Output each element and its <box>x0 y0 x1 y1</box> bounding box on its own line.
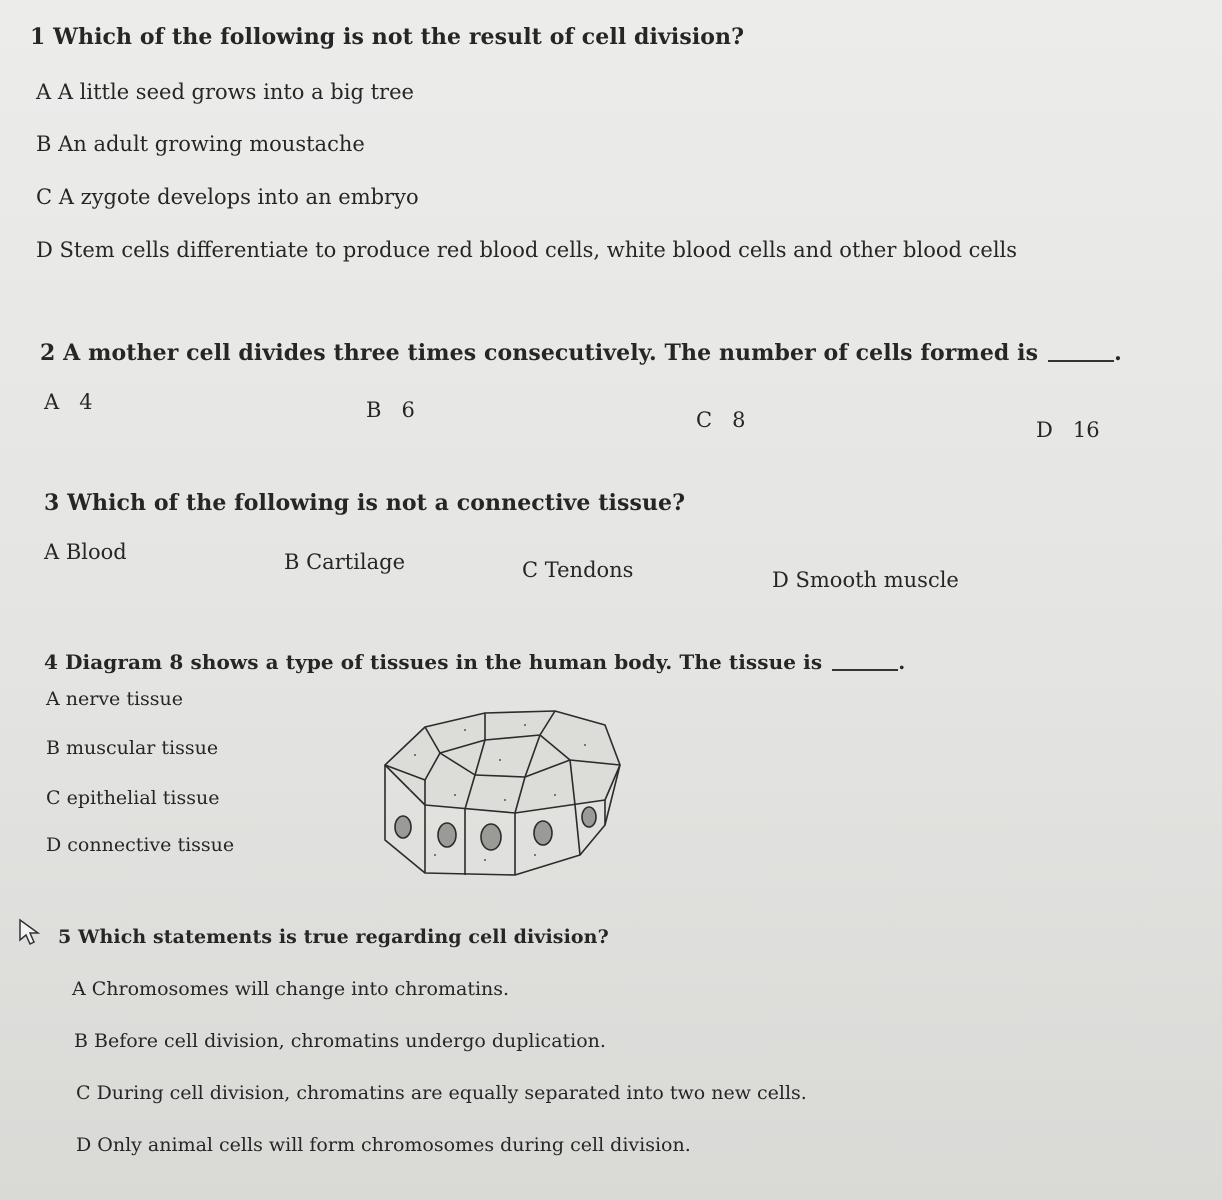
question-5-option-c[interactable]: C During cell division, chromatins are equally separated into two new cells. <box>76 1082 807 1104</box>
question-4-stem: 4 Diagram 8 shows a type of tissues in the human body. The tissue is <box>44 650 823 674</box>
question-1-option-a[interactable]: A A little seed grows into a big tree <box>36 80 414 104</box>
question-5-option-a[interactable]: A Chromosomes will change into chromatins. <box>72 978 510 1000</box>
question-2-option-d[interactable]: D 16 <box>1036 418 1100 442</box>
question-2-text <box>40 340 1122 366</box>
question-4-option-c[interactable]: C epithelial tissue <box>46 787 220 809</box>
question-3-text: 3 Which of the following is not a connective tissue? <box>44 490 686 516</box>
answer-blank <box>832 669 898 671</box>
question-2-option-b[interactable]: B 6 <box>366 398 415 422</box>
question-2-end: . <box>1114 340 1122 366</box>
question-1-option-d[interactable]: D Stem cells differentiate to produce red blood cells, white blood cells and other blood cells <box>36 238 1018 262</box>
question-3-option-d[interactable]: D Smooth muscle <box>772 568 959 592</box>
question-4-text <box>44 650 905 674</box>
question-4-option-d[interactable]: D connective tissue <box>46 834 235 856</box>
question-5-option-b[interactable]: B Before cell division, chromatins undergo duplication. <box>74 1030 606 1052</box>
answer-blank <box>1048 360 1114 362</box>
question-4-option-b[interactable]: B muscular tissue <box>46 737 219 759</box>
question-3-option-c[interactable]: C Tendons <box>522 558 634 582</box>
epithelial-tissue-diagram <box>365 705 625 880</box>
question-3-option-a[interactable]: A Blood <box>44 540 127 564</box>
question-2-stem: 2 A mother cell divides three times consecutively. The number of cells formed is <box>40 340 1039 366</box>
question-4-end: . <box>898 650 906 674</box>
mouse-cursor-icon <box>18 918 44 946</box>
question-2-option-c[interactable]: C 8 <box>696 408 746 432</box>
question-1-text: 1 Which of the following is not the result of cell division? <box>30 24 745 50</box>
question-1-option-c[interactable]: C A zygote develops into an embryo <box>36 185 419 209</box>
question-2-option-a[interactable]: A 4 <box>44 390 93 414</box>
question-3-option-b[interactable]: B Cartilage <box>284 550 405 574</box>
question-1-option-b[interactable]: B An adult growing moustache <box>36 132 365 156</box>
question-5-text: 5 Which statements is true regarding cell division? <box>58 926 609 948</box>
question-4-option-a[interactable]: A nerve tissue <box>46 688 184 710</box>
question-5-option-d[interactable]: D Only animal cells will form chromosomes during cell division. <box>76 1134 691 1156</box>
